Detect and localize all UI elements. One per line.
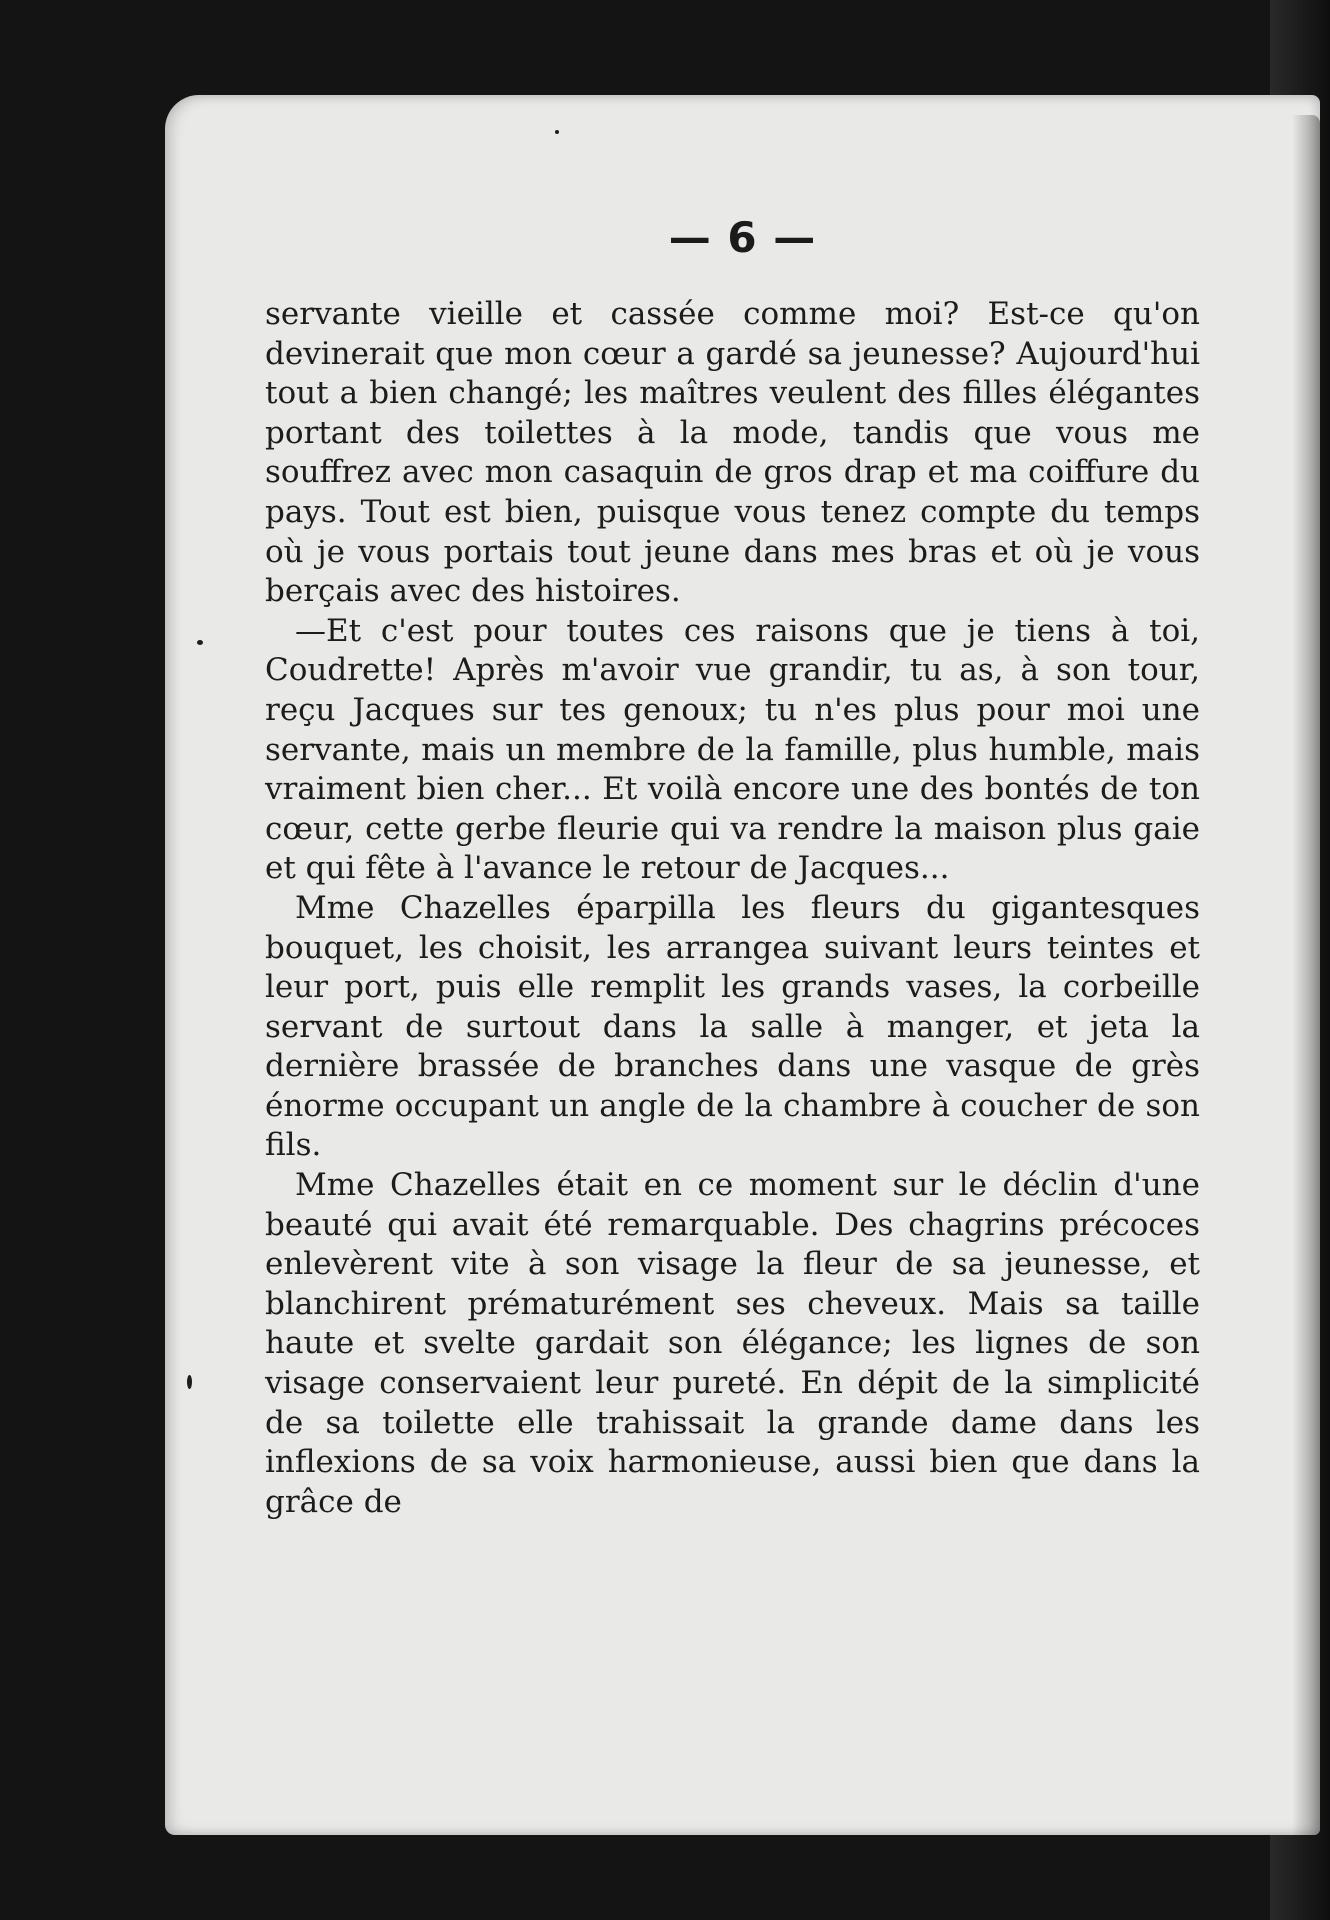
paragraph-2: —Et c'est pour toutes ces raisons que je tiens à toi, Coudrette! Après m'avoir vue grandir, tu as, à son tour, reçu Jacques sur tes genoux; tu n'es plus pour moi une servante, mais un membre de la famille, plus humble, mais vraiment bien cher... Et voilà encore une des bontés de ton cœur, cette gerbe fleurie qui va rendre la maison plus gaie et qui fête à l'avance le retour de Jacques... [265,612,1200,887]
ink-speck [197,640,203,645]
paragraph-4: Mme Chazelles était en ce moment sur le déclin d'une beauté qui avait été remarquable. Des chagrins précoces enlevèrent vite à son visage la fleur de sa jeunesse, et blanchirent prématurément ses cheveux. Mais sa taille haute et svelte gardait son élégance; les lignes de son visage conservaient leur pureté. En dépit de la simplicité de sa toilette elle trahissait la grande dame dans les inflexions de sa voix harmonieuse, aussi bien que dans la grâce de [265,1167,1200,1520]
page-number: — 6 — [668,213,817,262]
paragraph-3: Mme Chazelles éparpilla les fleurs du gigantesques bouquet, les choisit, les arrangea suivant leurs teintes et leur port, puis elle remplit les grands vases, la corbeille servant de surtout dans la salle à manger, et jeta la dernière brassée de branches dans une vasque de grès énorme occupant un angle de la chambre à coucher de son fils. [265,889,1200,1164]
ink-speck [187,1375,192,1389]
book-page [165,95,1320,1835]
paragraph-1: servante vieille et cassée comme moi? Est-ce qu'on devinerait que mon cœur a gardé sa jeunesse? Aujourd'hui tout a bien changé; les maîtres veulent des filles élégantes portant des toilettes à la mode, tandis que vous me souffrez avec mon casaquin de gros drap et ma coiffure du pays. Tout est bien, puisque vous tenez compte du temps où je vous portais tout jeune dans mes bras et où je vous berçais avec des histoires. [265,296,1200,610]
page-body [265,295,1200,1522]
ink-speck [555,130,559,134]
page-edge-shadow [1292,115,1320,1835]
